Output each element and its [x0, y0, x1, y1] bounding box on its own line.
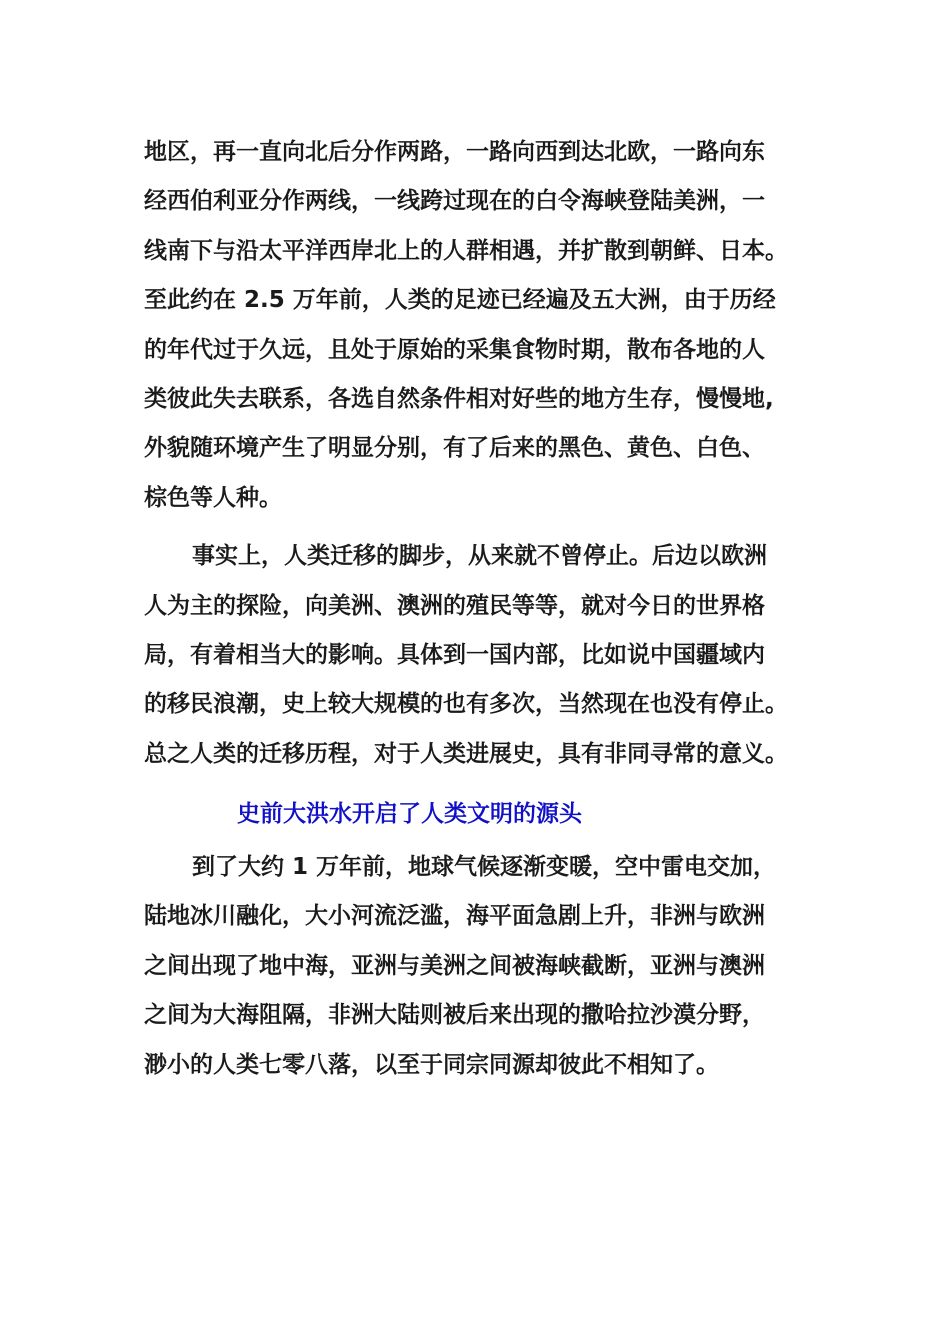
- paragraph-1-line-5: 的年代过于久远，且处于原始的采集食物时期，散布各地的人: [144, 336, 765, 363]
- paragraph-1-line-4: 至此约在 2.5 万年前，人类的足迹已经遍及五大洲，由于历经: [144, 287, 776, 314]
- document-body: [144, 128, 804, 1099]
- paragraph-2-line-5: 总之人类的迁移历程，对于人类进展史，具有非同寻常的意义。: [144, 740, 788, 767]
- paragraph-3-line-5: 渺小的人类七零八落，以至于同宗同源却彼此不相知了。: [144, 1051, 719, 1078]
- paragraph-1: [144, 128, 804, 523]
- paragraph-3: [144, 843, 804, 1090]
- paragraph-2-line-2: 人为主的探险，向美洲、澳洲的殖民等等，就对今日的世界格: [144, 592, 765, 619]
- section-heading: 史前大洪水开启了人类文明的源头: [237, 801, 582, 828]
- paragraph-3-line-1: 到了大约 1 万年前，地球气候逐渐变暖，空中雷电交加，: [192, 854, 777, 881]
- paragraph-3-line-2: 陆地冰川融化，大小河流泛滥，海平面急剧上升，非洲与欧洲: [144, 903, 765, 930]
- paragraph-2-line-3: 局，有着相当大的影响。具体到一国内部，比如说中国疆域内: [144, 641, 765, 668]
- paragraph-1-line-1: 地区，再一直向北后分作两路，一路向西到达北欧，一路向东: [144, 139, 765, 165]
- paragraph-2-line-4: 的移民浪潮，史上较大规模的也有多次，当然现在也没有停止。: [144, 691, 788, 718]
- paragraph-1-line-3: 线南下与沿太平洋西岸北上的人群相遇，并扩散到朝鲜、日本。: [144, 237, 788, 264]
- paragraph-2: [144, 532, 804, 779]
- paragraph-1-line-7: 外貌随环境产生了明显分别，有了后来的黑色、黄色、白色、: [144, 435, 765, 462]
- paragraph-1-line-6: 类彼此失去联系，各选自然条件相对好些的地方生存，慢慢地,: [144, 385, 774, 412]
- paragraph-3-line-4: 之间为大海阻隔，非洲大陆则被后来出现的撒哈拉沙漠分野，: [144, 1002, 765, 1029]
- paragraph-1-line-8: 棕色等人种。: [144, 484, 282, 511]
- paragraph-1-line-2: 经西伯利亚分作两线，一线跨过现在的白令海峡登陆美洲，一: [144, 188, 765, 215]
- paragraph-3-line-3: 之间出现了地中海，亚洲与美洲之间被海峡截断，亚洲与澳洲: [144, 952, 765, 979]
- paragraph-2-line-1: 事实上，人类迁移的脚步，从来就不曾停止。后边以欧洲: [192, 543, 767, 570]
